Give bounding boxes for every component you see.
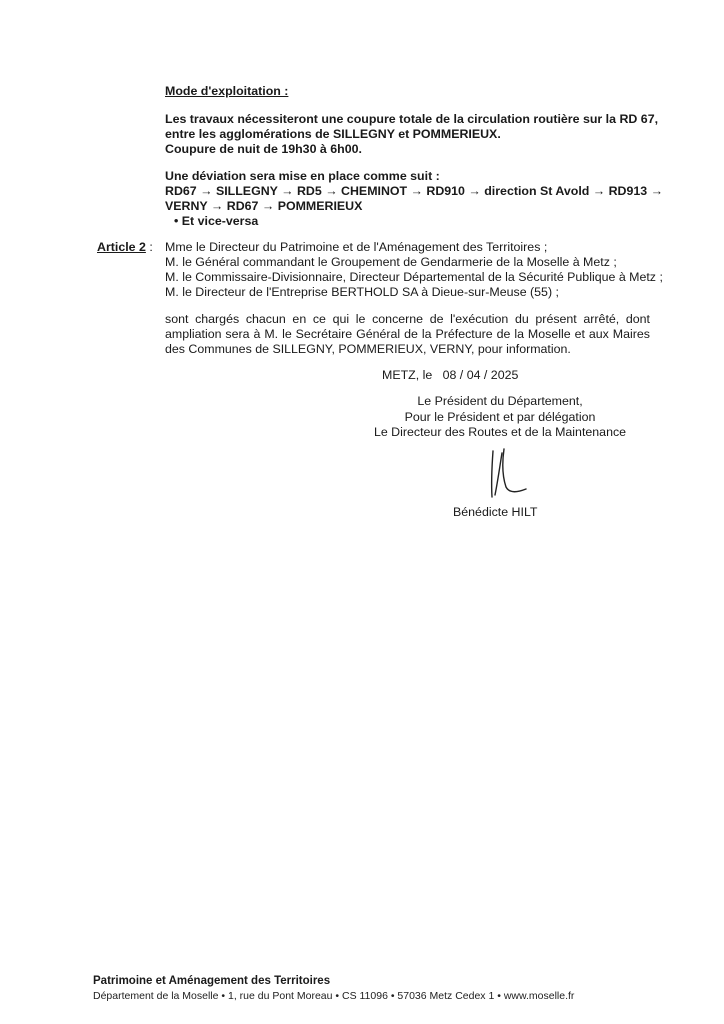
travaux-line-2: entre les agglomérations de SILLEGNY et POMMERIEUX.: [165, 127, 501, 141]
recipient-line: M. le Commissaire-Divisionnaire, Directeur Départemental de la Sécurité Publique à Metz ;: [165, 270, 663, 284]
article-2-title: Article 2: [97, 240, 146, 254]
recipient-line: Mme le Directeur du Patrimoine et de l'Aménagement des Territoires ;: [165, 240, 548, 254]
route-line-2: VERNY → RD67 → POMMERIEUX: [165, 199, 363, 213]
signatory-line-1: Le Président du Département,: [417, 394, 583, 408]
handwritten-signature: [480, 445, 550, 505]
closing-line-3: des Communes de SILLEGNY, POMMERIEUX, VERNY, pour information.: [165, 342, 571, 356]
travaux-line-1: Les travaux nécessiteront une coupure totale de la circulation routière sur la RD 67,: [165, 112, 659, 126]
recipient-line: M. le Général commandant le Groupement de Gendarmerie de la Moselle à Metz ;: [165, 255, 617, 269]
mode-heading: Mode d'exploitation :: [165, 84, 289, 98]
signatory-block: [350, 394, 650, 441]
signatory-line-3: Le Directeur des Routes et de la Maintenance: [373, 425, 627, 439]
article-2-colon: :: [145, 240, 153, 254]
deviation-intro: Une déviation sera mise en place comme suit :: [165, 169, 440, 183]
signatory-line-2: Pour le Président et par délégation: [404, 409, 596, 424]
closing-line-1: sont chargés chacun en ce qui le concerne de l'exécution du présent arrêté, dont: [165, 312, 650, 326]
signatory-name: Bénédicte HILT: [453, 505, 538, 519]
footer-address: Département de la Moselle • 1, rue du Pont Moreau • CS 11096 • 57036 Metz Cedex 1 • www.moselle.fr: [93, 990, 575, 1002]
article-2-label: [97, 240, 153, 256]
coupure-line: Coupure de nuit de 19h30 à 6h00.: [165, 142, 362, 156]
footer-title: Patrimoine et Aménagement des Territoires: [93, 975, 331, 987]
closing-line-2: ampliation sera à M. le Secrétaire Général de la Préfecture de la Moselle et aux Maires: [165, 327, 650, 341]
route-line-1: RD67 → SILLEGNY → RD5 → CHEMINOT → RD910 → direction St Avold → RD913 →: [165, 184, 664, 198]
recipient-line: M. le Directeur de l'Entreprise BERTHOLD SA à Dieue-sur-Meuse (55) ;: [165, 285, 559, 299]
vice-versa-bullet: • Et vice-versa: [174, 214, 259, 228]
date-line: METZ, le 08 / 04 / 2025: [382, 368, 519, 382]
